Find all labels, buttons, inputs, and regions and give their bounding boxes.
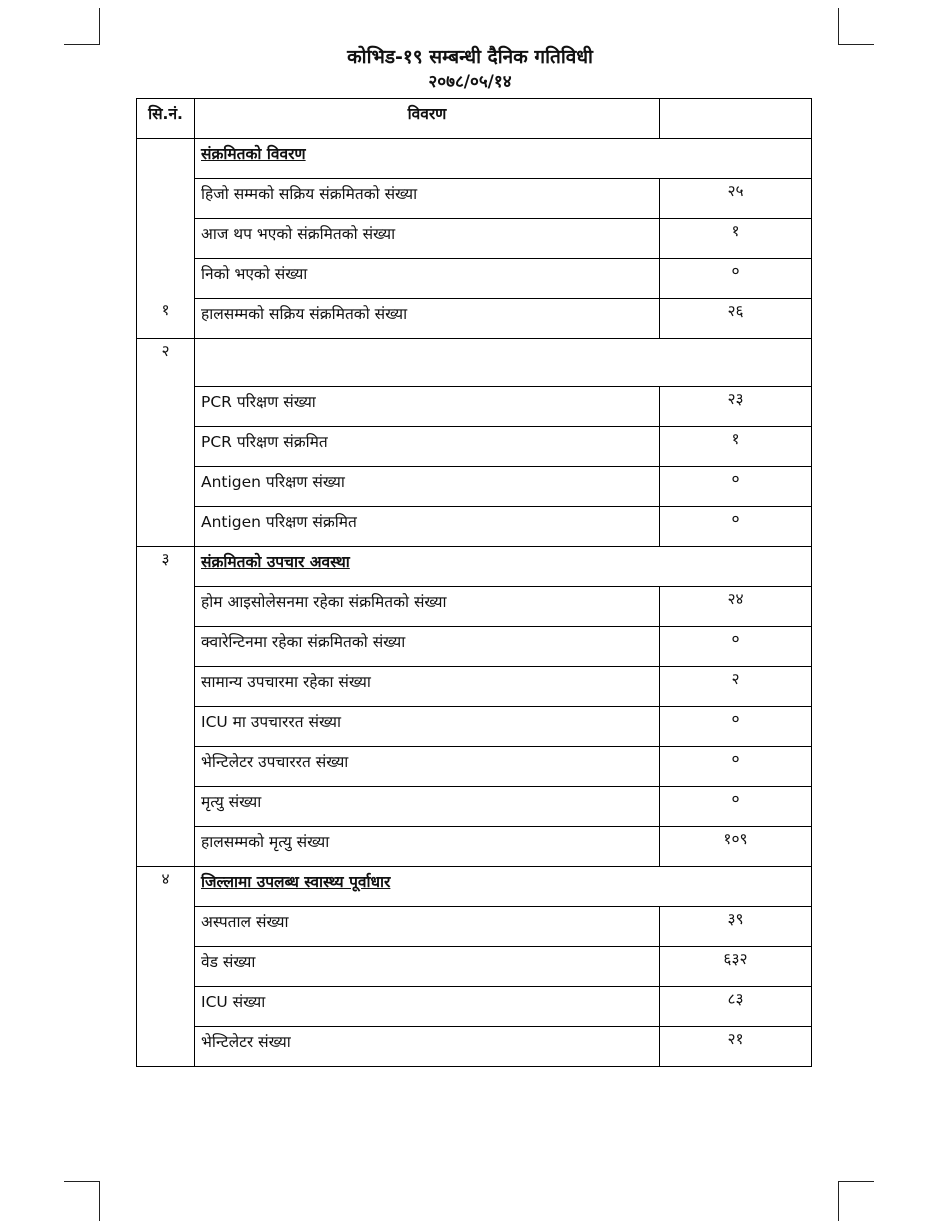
crop-mark xyxy=(64,1181,100,1182)
section-heading: जिल्लामा उपलब्ध स्वास्थ्य पूर्वाधार xyxy=(201,873,391,891)
table-row xyxy=(137,707,812,747)
table-row xyxy=(137,387,812,427)
row-value: ० xyxy=(660,259,812,299)
serial-header: सि.नं. xyxy=(137,99,195,139)
section-heading-cell xyxy=(195,139,812,179)
serial-number: २ xyxy=(137,339,195,547)
table-row xyxy=(137,987,812,1027)
table-row xyxy=(137,827,812,867)
table-row xyxy=(137,747,812,787)
table-row xyxy=(137,627,812,667)
section-heading-row xyxy=(137,139,812,179)
table-row xyxy=(137,787,812,827)
table-row xyxy=(137,467,812,507)
row-label: मृत्यु संख्या xyxy=(195,787,660,827)
table-row xyxy=(137,179,812,219)
row-value: ० xyxy=(660,507,812,547)
row-label: ICU संख्या xyxy=(195,987,660,1027)
section-heading: संक्रमितको विवरण xyxy=(201,145,306,163)
row-label: क्वारेन्टिनमा रहेका संक्रमितको संख्या xyxy=(195,627,660,667)
section-heading-cell xyxy=(195,867,812,907)
table-row xyxy=(137,907,812,947)
section-heading-row xyxy=(137,339,812,387)
row-label: होम आइसोलेसनमा रहेका संक्रमितको संख्या xyxy=(195,587,660,627)
row-label: भेन्टिलेटर संख्या xyxy=(195,1027,660,1067)
table-row xyxy=(137,507,812,547)
section-heading-row xyxy=(137,867,812,907)
row-label: हालसम्मको सक्रिय संक्रमितको संख्या xyxy=(195,299,660,339)
table-header-row xyxy=(137,99,812,139)
row-label: Antigen परिक्षण संक्रमित xyxy=(195,507,660,547)
row-value: ० xyxy=(660,707,812,747)
section-heading-cell xyxy=(195,547,812,587)
value-header xyxy=(660,99,812,139)
row-value: २१ xyxy=(660,1027,812,1067)
row-value: २३ xyxy=(660,387,812,427)
row-label: निको भएको संख्या xyxy=(195,259,660,299)
row-label: हिजो सम्मको सक्रिय संक्रमितको संख्या xyxy=(195,179,660,219)
description-header: विवरण xyxy=(195,99,660,139)
row-value: १०९ xyxy=(660,827,812,867)
row-label: भेन्टिलेटर उपचाररत संख्या xyxy=(195,747,660,787)
crop-mark xyxy=(838,1181,839,1221)
row-value: २६ xyxy=(660,299,812,339)
document-date: २०७८/०५/१४ xyxy=(428,72,512,92)
document-title: कोभिड-१९ सम्बन्धी दैनिक गतिविधी xyxy=(347,46,593,68)
row-value: ० xyxy=(660,467,812,507)
table-row xyxy=(137,259,812,299)
row-label: Antigen परिक्षण संख्या xyxy=(195,467,660,507)
row-value: २४ xyxy=(660,587,812,627)
section-heading: संक्रमितको उपचार अवस्था xyxy=(201,553,350,571)
row-label: PCR परिक्षण संख्या xyxy=(195,387,660,427)
table-row xyxy=(137,299,812,339)
section-heading-row xyxy=(137,547,812,587)
crop-mark xyxy=(99,1181,100,1221)
row-label: सामान्य उपचारमा रहेका संख्या xyxy=(195,667,660,707)
table-row xyxy=(137,427,812,467)
table-row xyxy=(137,667,812,707)
row-label: ICU मा उपचाररत संख्या xyxy=(195,707,660,747)
row-value: २ xyxy=(660,667,812,707)
crop-mark xyxy=(99,8,100,45)
row-value: १ xyxy=(660,219,812,259)
row-value: २५ xyxy=(660,179,812,219)
row-value: १ xyxy=(660,427,812,467)
section-heading-cell xyxy=(195,339,812,387)
crop-mark xyxy=(838,1181,874,1182)
row-value: ० xyxy=(660,787,812,827)
serial-number: ३ xyxy=(137,547,195,867)
row-label: वेड संख्या xyxy=(195,947,660,987)
row-value: ३९ xyxy=(660,907,812,947)
row-value: ० xyxy=(660,627,812,667)
covid-daily-table xyxy=(136,98,812,1067)
table-row xyxy=(137,947,812,987)
row-value: ६३२ xyxy=(660,947,812,987)
table-body xyxy=(137,99,812,1067)
serial-number: ४ xyxy=(137,867,195,1067)
row-label: आज थप भएको संक्रमितको संख्या xyxy=(195,219,660,259)
row-value: ८३ xyxy=(660,987,812,1027)
serial-number: १ xyxy=(137,139,195,339)
row-value: ० xyxy=(660,747,812,787)
row-label: अस्पताल संख्या xyxy=(195,907,660,947)
table-row xyxy=(137,219,812,259)
crop-mark xyxy=(838,8,839,45)
table-row xyxy=(137,1027,812,1067)
row-label: PCR परिक्षण संक्रमित xyxy=(195,427,660,467)
table-row xyxy=(137,587,812,627)
row-label: हालसम्मको मृत्यु संख्या xyxy=(195,827,660,867)
